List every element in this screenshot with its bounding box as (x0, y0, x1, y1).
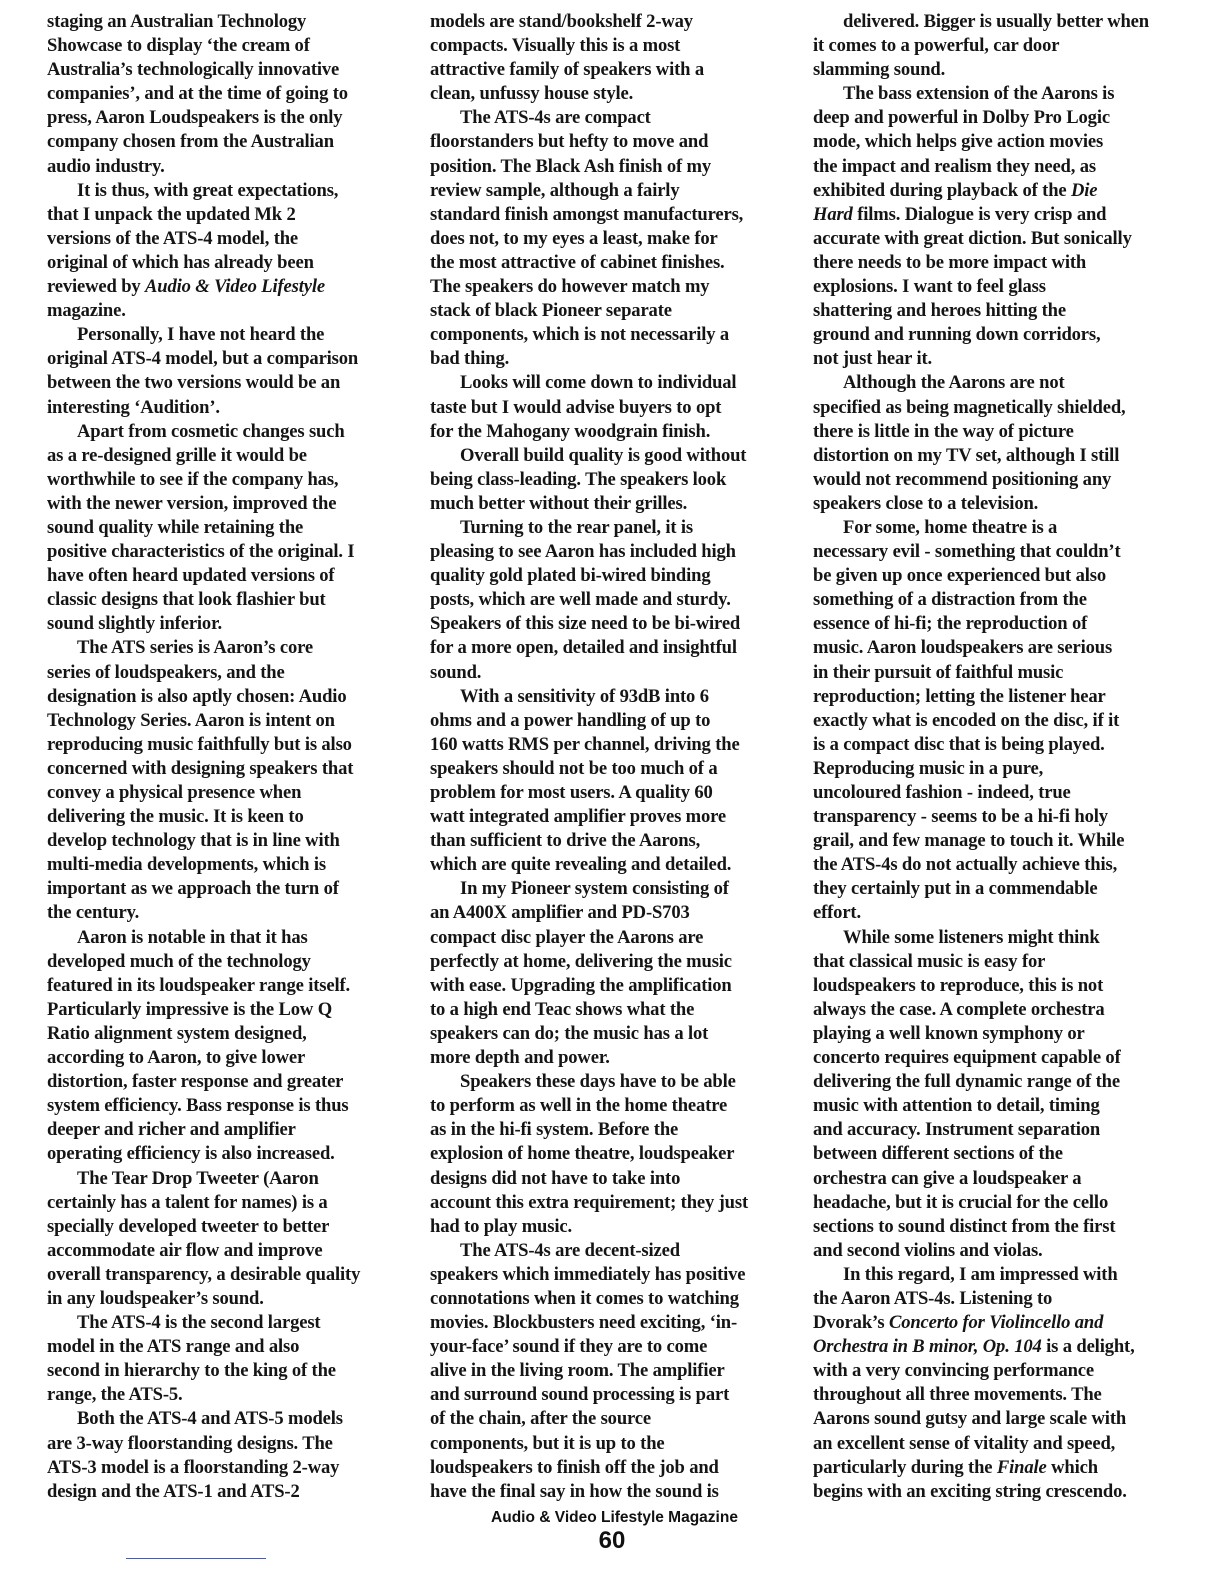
text-line: between the two versions would be an (47, 372, 341, 394)
text-line: with the newer version, improved the (47, 492, 337, 514)
text-line: The ATS-4 is the second largest (77, 1312, 321, 1334)
text-line: not just hear it. (813, 348, 932, 370)
text-line: ground and running down corridors, (813, 324, 1101, 346)
text-line: are 3-way floorstanding designs. The (47, 1432, 333, 1454)
text-line: magazine. (47, 300, 126, 322)
text-line: reproduction; letting the listener hear (813, 685, 1106, 707)
text-line: series of loudspeakers, and the (47, 661, 285, 683)
text-line: ATS-3 model is a floorstanding 2-way (47, 1456, 340, 1478)
text-line: the ATS-4s do not actually achieve this, (813, 854, 1118, 876)
text-line: than sufficient to drive the Aarons, (430, 830, 701, 852)
text-line: your-face’ sound if they are to come (430, 1336, 708, 1358)
text-line: music. Aaron loudspeakers are serious (813, 637, 1113, 659)
text-line: in any loudspeaker’s sound. (47, 1287, 264, 1309)
text-line: Aarons sound gutsy and large scale with (813, 1408, 1127, 1430)
text-line: for the Mahogany woodgrain finish. (430, 420, 711, 442)
text-line: more depth and power. (430, 1047, 610, 1069)
text-line: designation is also aptly chosen: Audio (47, 685, 347, 707)
text-line: being class-leading. The speakers look (430, 468, 727, 490)
text-line: watt integrated amplifier proves more (430, 806, 727, 828)
text-line: Particularly impressive is the Low Q (47, 998, 333, 1020)
text-line: specially developed tweeter to better (47, 1215, 330, 1237)
text-line: does not, to my eyes a least, make for (430, 227, 718, 249)
text-line: ohms and a power handling of up to (430, 709, 711, 731)
text-line: The Tear Drop Tweeter (Aaron (77, 1167, 319, 1189)
article-column-3 (813, 10, 1171, 1504)
magazine-title: Audio & Video Lifestyle Magazine (491, 1509, 738, 1526)
text-line: Speakers of this size need to be bi-wired (430, 613, 741, 635)
text-line: concerned with designing speakers that (47, 757, 354, 779)
text-line: clean, unfussy house style. (430, 83, 634, 105)
text-line: The ATS-4s are decent-sized (460, 1239, 680, 1261)
text-line: Turning to the rear panel, it is (460, 516, 693, 538)
text-line: The ATS-4s are compact (460, 107, 651, 129)
text-line: to a high end Teac shows what the (430, 998, 695, 1020)
text-line: company chosen from the Australian (47, 131, 334, 153)
text-line: Both the ATS-4 and ATS-5 models (77, 1408, 343, 1430)
text-line: explosions. I want to feel glass (813, 276, 1046, 298)
text-line: speakers close to a television. (813, 492, 1039, 514)
text-line: between different sections of the (813, 1143, 1063, 1165)
text-line: headache, but it is crucial for the cello (813, 1191, 1109, 1213)
article-column-2 (430, 10, 780, 1504)
text-line: sound. (430, 661, 482, 683)
text-line: distortion on my TV set, although I still (813, 444, 1120, 466)
text-line: have the final say in how the sound is (430, 1480, 719, 1502)
text-line: specified as being magnetically shielded, (813, 396, 1126, 418)
text-line: account this extra requirement; they just (430, 1191, 748, 1213)
text-line: mode, which helps give action movies (813, 131, 1104, 153)
text-line: original of which has already been (47, 251, 314, 273)
text-line: that classical music is easy for (813, 950, 1046, 972)
text-line: exhibited during playback of the Die (813, 179, 1098, 201)
text-line: quality gold plated bi-wired binding (430, 565, 711, 587)
text-line: have often heard updated versions of (47, 565, 335, 587)
text-line: Looks will come down to individual (460, 372, 737, 394)
text-line: in their pursuit of faithful music (813, 661, 1064, 683)
text-line: the Aaron ATS-4s. Listening to (813, 1287, 1053, 1309)
text-line: slamming sound. (813, 59, 946, 81)
text-line: with a very convincing performance (813, 1360, 1094, 1382)
text-line: there is little in the way of picture (813, 420, 1074, 442)
text-line: delivering the music. It is keen to (47, 806, 304, 828)
text-line: classic designs that look flashier but (47, 589, 326, 611)
text-line: had to play music. (430, 1215, 572, 1237)
text-line: audio industry. (47, 155, 165, 177)
text-line: featured in its loudspeaker range itself. (47, 974, 351, 996)
text-line: second in hierarchy to the king of the (47, 1360, 336, 1382)
text-line: alive in the living room. The amplifier (430, 1360, 725, 1382)
text-line: of the chain, after the source (430, 1408, 651, 1430)
text-line: Australia’s technologically innovative (47, 59, 340, 81)
text-line: overall transparency, a desirable quality (47, 1263, 361, 1285)
text-line: position. The Black Ash finish of my (430, 155, 711, 177)
text-line: develop technology that is in line with (47, 830, 340, 852)
text-line: versions of the ATS-4 model, the (47, 227, 299, 249)
text-line: always the case. A complete orchestra (813, 998, 1105, 1020)
text-line: sections to sound distinct from the first (813, 1215, 1116, 1237)
text-line: Apart from cosmetic changes such (77, 420, 345, 442)
text-line: designs did not have to take into (430, 1167, 681, 1189)
text-line: orchestra can give a loudspeaker a (813, 1167, 1082, 1189)
text-line: music with attention to detail, timing (813, 1095, 1100, 1117)
text-line: shattering and heroes hitting the (813, 300, 1066, 322)
text-line: Dvorak’s Concerto for Violincello and (813, 1312, 1104, 1334)
text-line: It is thus, with great expectations, (77, 179, 339, 201)
text-line: they certainly put in a commendable (813, 878, 1098, 900)
text-line: uncoloured fashion - indeed, true (813, 782, 1071, 803)
text-line: problem for most users. A quality 60 (430, 782, 713, 803)
text-line: compacts. Visually this is a most (430, 35, 681, 57)
text-line: exactly what is encoded on the disc, if it (813, 709, 1120, 731)
text-line: important as we approach the turn of (47, 878, 339, 900)
text-line: design and the ATS-1 and ATS-2 (47, 1480, 300, 1502)
text-line: movies. Blockbusters need exciting, ‘in- (430, 1312, 737, 1334)
text-line: distortion, faster response and greater (47, 1071, 344, 1093)
text-line: begins with an exciting string crescendo. (813, 1480, 1127, 1502)
text-line: is a compact disc that is being played. (813, 733, 1105, 755)
text-line: as a re-designed grille it would be (47, 444, 307, 466)
text-line: developed much of the technology (47, 950, 311, 972)
text-line: with ease. Upgrading the amplification (430, 974, 732, 996)
text-line: Showcase to display ‘the cream of (47, 35, 310, 57)
text-line: deeper and richer and amplifier (47, 1119, 296, 1141)
text-line: worthwhile to see if the company has, (47, 468, 339, 490)
text-line: In my Pioneer system consisting of (460, 878, 729, 900)
text-line: compact disc player the Aarons are (430, 926, 704, 948)
text-line: companies’, and at the time of going to (47, 83, 348, 105)
text-line: original ATS-4 model, but a comparison (47, 348, 359, 370)
text-line: floorstanders but hefty to move and (430, 131, 709, 153)
text-line: Speakers these days have to be able (460, 1071, 736, 1093)
text-line: Reproducing music in a pure, (813, 757, 1044, 779)
text-line: The ATS series is Aaron’s core (77, 637, 314, 659)
text-line: something of a distraction from the (813, 589, 1087, 611)
text-line: accommodate air flow and improve (47, 1239, 323, 1261)
text-line: would not recommend positioning any (813, 468, 1112, 490)
text-line: be given up once experienced but also (813, 565, 1106, 587)
text-line: With a sensitivity of 93dB into 6 (460, 685, 709, 707)
text-line: multi-media developments, which is (47, 854, 326, 876)
text-line: speakers should not be too much of a (430, 757, 718, 779)
text-line: it comes to a powerful, car door (813, 35, 1060, 57)
corner-rule (126, 1558, 266, 1559)
text-line: Hard films. Dialogue is very crisp and (813, 203, 1107, 225)
text-line: loudspeakers to finish off the job and (430, 1456, 719, 1478)
text-line: Ratio alignment system designed, (47, 1022, 307, 1044)
text-line: speakers which immediately has positive (430, 1263, 746, 1285)
page-number: 60 (598, 1527, 626, 1554)
text-line: components, but it is up to the (430, 1432, 665, 1454)
text-line: playing a well known symphony or (813, 1022, 1085, 1044)
text-line: Aaron is notable in that it has (77, 926, 308, 948)
text-line: and second violins and violas. (813, 1239, 1043, 1261)
text-line: throughout all three movements. The (813, 1384, 1102, 1406)
text-line: Technology Series. Aaron is intent on (47, 709, 335, 731)
text-line: the century. (47, 902, 140, 924)
text-line: review sample, although a fairly (430, 179, 680, 201)
text-line: Overall build quality is good without (460, 444, 747, 466)
text-line: stack of black Pioneer separate (430, 300, 672, 322)
text-line: and surround sound processing is part (430, 1384, 730, 1406)
text-line: reviewed by Audio & Video Lifestyle (47, 276, 325, 298)
text-line: positive characteristics of the original. I (47, 541, 355, 563)
text-line: Orchestra in B minor, Op. 104 is a delight, (813, 1336, 1135, 1358)
text-line: posts, which are well made and sturdy. (430, 589, 731, 611)
text-line: delivered. Bigger is usually better when (843, 11, 1149, 32)
text-line: which are quite revealing and detailed. (430, 854, 732, 876)
text-line: operating efficiency is also increased. (47, 1143, 335, 1165)
text-line: loudspeakers to reproduce, this is not (813, 974, 1104, 996)
text-line: press, Aaron Loudspeakers is the only (47, 107, 343, 129)
text-line: While some listeners might think (843, 926, 1100, 948)
text-line: particularly during the Finale which (813, 1456, 1098, 1478)
text-line: speakers can do; the music has a lot (430, 1022, 709, 1044)
text-line: the most attractive of cabinet finishes. (430, 251, 725, 273)
text-line: essence of hi-fi; the reproduction of (813, 613, 1088, 635)
text-line: an excellent sense of vitality and speed, (813, 1432, 1116, 1454)
text-line: for a more open, detailed and insightful (430, 637, 737, 659)
text-line: connotations when it comes to watching (430, 1287, 739, 1309)
text-line: perfectly at home, delivering the music (430, 950, 732, 972)
text-line: components, which is not necessarily a (430, 324, 730, 346)
text-line: staging an Australian Technology (47, 11, 307, 32)
text-line: 160 watts RMS per channel, driving the (430, 733, 740, 755)
text-line: taste but I would advise buyers to opt (430, 396, 722, 418)
text-line: The bass extension of the Aarons is (843, 83, 1115, 105)
text-line: bad thing. (430, 348, 510, 370)
text-line: the impact and realism they need, as (813, 155, 1096, 177)
text-line: sound quality while retaining the (47, 516, 304, 538)
text-line: attractive family of speakers with a (430, 59, 704, 81)
text-line: Personally, I have not heard the (77, 324, 325, 346)
text-line: to perform as well in the home theatre (430, 1095, 728, 1117)
text-line: convey a physical presence when (47, 782, 302, 803)
text-line: system efficiency. Bass response is thus (47, 1095, 349, 1117)
text-line: pleasing to see Aaron has included high (430, 541, 736, 563)
text-line: For some, home theatre is a (843, 516, 1058, 538)
text-line: deep and powerful in Dolby Pro Logic (813, 107, 1110, 129)
text-line: models are stand/bookshelf 2-way (430, 11, 693, 32)
text-line: much better without their grilles. (430, 492, 688, 514)
text-line: accurate with great diction. But sonically (813, 227, 1132, 249)
text-line: there needs to be more impact with (813, 251, 1087, 273)
text-line: Although the Aarons are not (843, 372, 1065, 394)
text-line: that I unpack the updated Mk 2 (47, 203, 296, 225)
text-line: as in the hi-fi system. Before the (430, 1119, 679, 1141)
article-column-1 (47, 10, 397, 1504)
text-line: model in the ATS range and also (47, 1336, 300, 1358)
text-line: according to Aaron, to give lower (47, 1047, 306, 1069)
text-line: concerto requires equipment capable of (813, 1047, 1121, 1069)
text-line: transparency - seems to be a hi-fi holy (813, 806, 1108, 828)
text-line: In this regard, I am impressed with (843, 1263, 1118, 1285)
text-line: The speakers do however match my (430, 276, 710, 298)
text-line: delivering the full dynamic range of the (813, 1071, 1120, 1093)
text-line: an A400X amplifier and PD-S703 (430, 902, 690, 924)
text-line: explosion of home theatre, loudspeaker (430, 1143, 735, 1165)
text-line: interesting ‘Audition’. (47, 396, 220, 418)
text-line: and accuracy. Instrument separation (813, 1119, 1101, 1141)
text-line: sound slightly inferior. (47, 613, 222, 635)
text-line: range, the ATS-5. (47, 1384, 183, 1406)
text-line: grail, and few manage to touch it. While (813, 830, 1125, 852)
text-line: certainly has a talent for names) is a (47, 1191, 328, 1213)
text-line: necessary evil - something that couldn’t (813, 541, 1121, 563)
text-line: reproducing music faithfully but is also (47, 733, 352, 755)
text-line: standard finish amongst manufacturers, (430, 203, 744, 225)
text-line: effort. (813, 902, 861, 924)
